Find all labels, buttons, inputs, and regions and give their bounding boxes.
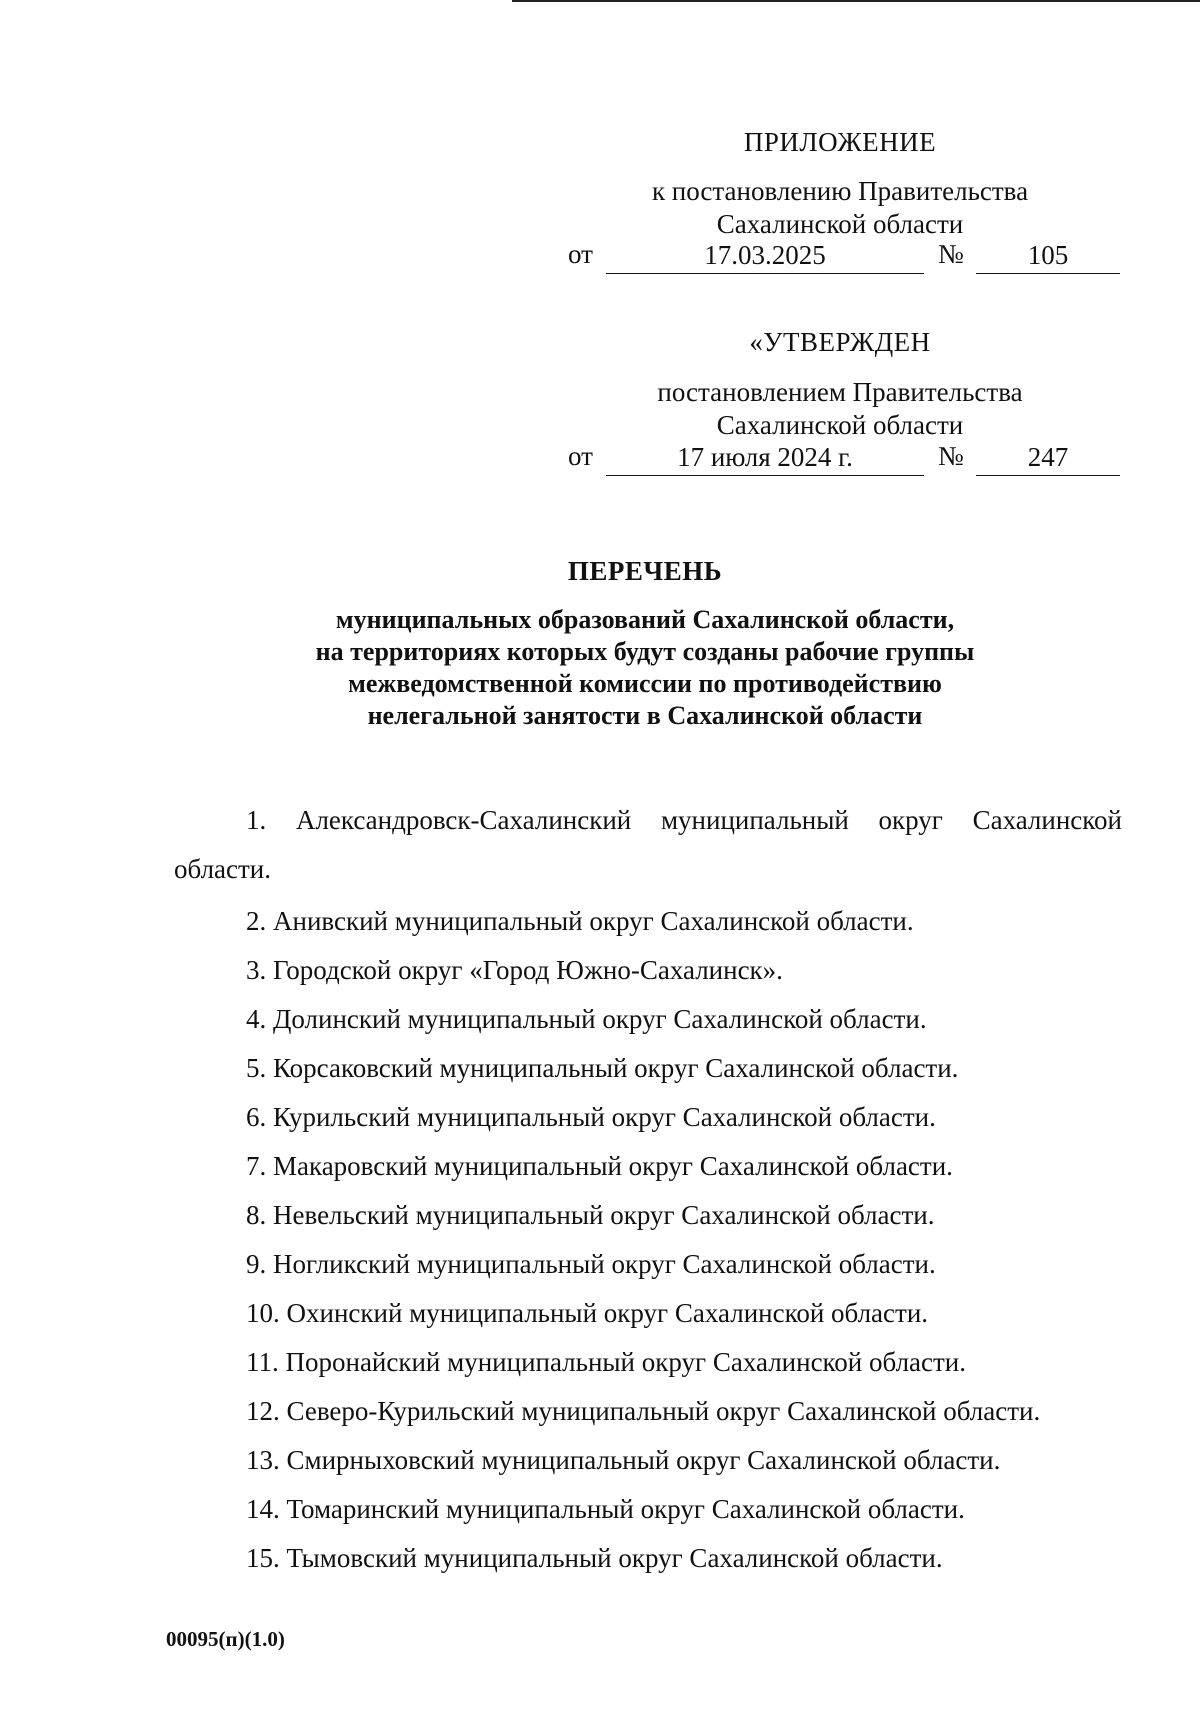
list-item: 14. Томаринский муниципальный округ Сахалинской области. bbox=[246, 1494, 965, 1524]
annex-block bbox=[560, 126, 1120, 241]
approved-lines bbox=[560, 376, 1120, 442]
list-item: 8. Невельский муниципальный округ Сахалинской области. bbox=[246, 1200, 935, 1230]
list-item: 12. Северо-Курильский муниципальный округ Сахалинской области. bbox=[246, 1396, 1041, 1426]
list-item: 3. Городской округ «Город Южно-Сахалинск». bbox=[246, 955, 783, 985]
list-item: 6. Курильский муниципальный округ Сахалинской области. bbox=[246, 1102, 936, 1132]
list-item: 15. Тымовский муниципальный округ Сахалинской области. bbox=[246, 1543, 943, 1573]
list-subtitle-line-2: на территориях которых будут созданы рабочие группы bbox=[315, 637, 975, 666]
list-item: 11. Поронайский муниципальный округ Сахалинской области. bbox=[246, 1347, 967, 1377]
annex-number-label: № bbox=[938, 239, 964, 269]
annex-line-2: Сахалинской области bbox=[716, 209, 964, 239]
list-subtitle-line-1: муниципальных образований Сахалинской области, bbox=[335, 605, 955, 634]
annex-reference-row bbox=[568, 238, 1120, 274]
list-subtitle bbox=[130, 604, 1160, 732]
list-item: 1. Александровск-Сахалинский муниципальный округ Сахалинской области. bbox=[174, 805, 1122, 884]
annex-date: 17.03.2025 bbox=[606, 240, 924, 274]
list-item: 2. Анивский муниципальный округ Сахалинской области. bbox=[246, 906, 914, 936]
approved-title: «УТВЕРЖДЕН bbox=[749, 327, 931, 357]
annex-line-1: к постановлению Правительства bbox=[651, 176, 1029, 206]
approved-reference-row bbox=[568, 440, 1120, 476]
list-item: 4. Долинский муниципальный округ Сахалинской области. bbox=[246, 1004, 927, 1034]
approved-ot-label: от bbox=[568, 441, 593, 471]
top-edge-rule bbox=[512, 0, 1200, 2]
list-item: 5. Корсаковский муниципальный округ Сахалинской области. bbox=[246, 1053, 959, 1083]
list-subtitle-line-4: нелегальной занятости в Сахалинской области bbox=[367, 701, 923, 730]
annex-number: 105 bbox=[976, 240, 1120, 274]
approved-line-2: Сахалинской области bbox=[716, 410, 964, 440]
list-item: 7. Макаровский муниципальный округ Сахалинской области. bbox=[246, 1151, 953, 1181]
list-item: 13. Смирныховский муниципальный округ Сахалинской области. bbox=[246, 1445, 1001, 1475]
municipality-list bbox=[174, 796, 1122, 1583]
approved-date: 17 июля 2024 г. bbox=[606, 442, 924, 476]
list-item: 10. Охинский муниципальный округ Сахалинской области. bbox=[246, 1298, 929, 1328]
approved-block bbox=[590, 326, 1090, 375]
approved-line-1: постановлением Правительства bbox=[657, 377, 1023, 407]
annex-ot-label: от bbox=[568, 239, 593, 269]
list-item: 9. Ногликский муниципальный округ Сахалинской области. bbox=[246, 1249, 936, 1279]
document-code: 00095(п)(1.0) bbox=[166, 1627, 285, 1651]
approved-number-label: № bbox=[938, 441, 964, 471]
list-subtitle-line-3: межведомственной комиссии по противодействию bbox=[348, 669, 942, 698]
annex-title: ПРИЛОЖЕНИЕ bbox=[743, 127, 937, 157]
approved-number: 247 bbox=[976, 442, 1120, 476]
list-title: ПЕРЕЧЕНЬ bbox=[567, 556, 723, 586]
